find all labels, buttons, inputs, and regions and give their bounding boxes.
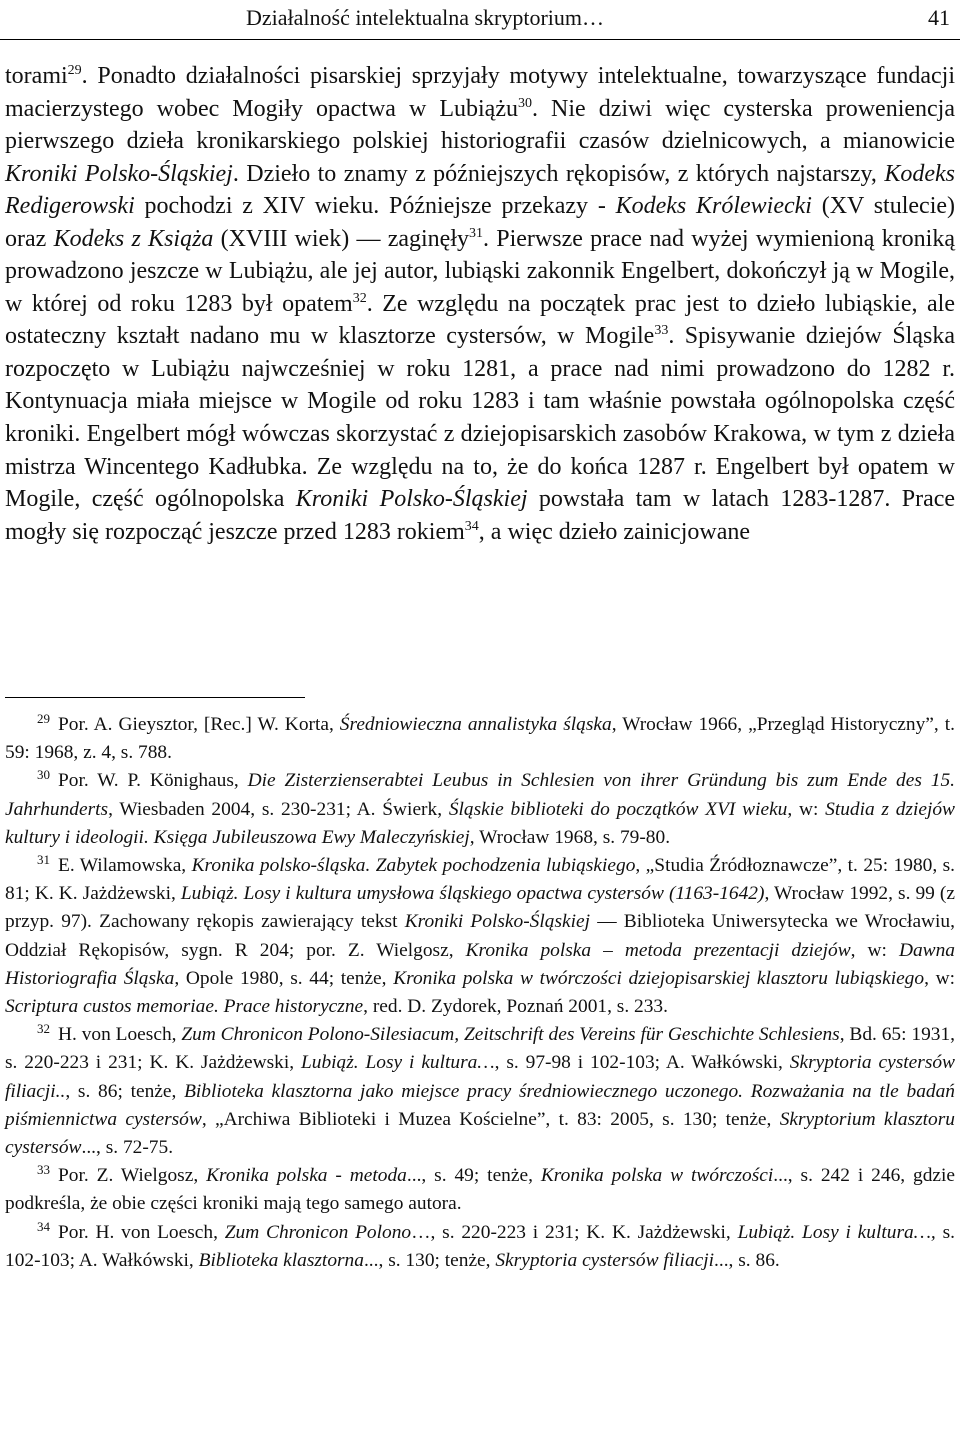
footnote-text: , Wrocław 1968, s. 79-80. (469, 826, 671, 848)
body-text-run: . Ponadto działalności pisarskiej sprzyjały motywy intelektualne, towarzyszące fundacji macierzystego wobec Mogiły opactwa w Lubiążu (5, 63, 955, 122)
title-kodeks-z-ksiaza: Kodeks z Książa (53, 225, 214, 252)
footnote-text: ..., s. 72-75. (81, 1137, 174, 1159)
footnote-text: , Opole 1980, s. 44; tenże, (174, 967, 394, 989)
footnote-text: ..., s. 130; tenże, (363, 1249, 496, 1271)
footnotes-section (5, 711, 955, 1275)
footnote-ref-30: 30 (518, 95, 532, 111)
footnote-text: ..., s. 242 i 246, gdzie podkreśla, że obie części kroniki mają tego samego autora. (5, 1165, 956, 1215)
body-text-run: , a więc dzieło zainicjowane (478, 518, 750, 545)
footnote-text: Por. W. P. Könighaus, (58, 770, 248, 792)
footnote-31: 31 E. Wilamowska, Kronika polsko-śląska. Zabytek pochodzenia lubiąskiego, „Studia Źródłoznawcze”, t. 25: 1980, s. 81; K. K. Jażdżewski, Lubiąż. Losy i kultura umysłowa śląskiego opactwa cystersów (1163-1642), Wrocław 1992, s. 99 (z przyp. 97). Zachowany rękopis zawierający tekst Kroniki Polsko-Śląskiej — Biblioteka Uniwersytecka we Wrocławiu, Oddział Rękopisów, sygn. R 204; por. Z. Wielgosz, Kronika polska – metoda prezentacji dziejów, w: Dawna Historiografia Śląska, Opole 1980, s. 44; tenże, Kronika polska w twórczości dziejopisarskiej klasztoru lubiąskiego, w: Scriptura custos memoriae. Prace historyczne, red. D. Zydorek, Poznań 2001, s. 233. (5, 852, 956, 1018)
footnote-italic: Kronika polska - metoda (206, 1165, 407, 1187)
body-text-run: . Spisywanie dziejów Śląska rozpoczęto w Lubiążu najwcześniej w roku 1281, a prace nad nimi prowadzono do 1282 r. Kontynuacja miała miejsce w Mogile od roku 1283 i tam właśnie powstała ogólnopolska część kroniki. Engelbert mógł wówczas skorzystać z dziejopisarskich zasobów Krakowa, w tym z dzieła mistrza Wincentego Kadłubka. Ze względu na to, że do końca 1287 r. Engelbert był opatem w Mogile, część ogólnopolska (5, 323, 955, 513)
footnote-italic: Kronika polska – metoda prezentacji dziejów (465, 939, 851, 961)
footnote-text: H. von Loesch, (58, 1024, 182, 1046)
footnote-text: Por. A. Gieysztor, [Rec.] W. Korta, (58, 714, 340, 735)
body-text-run: . Pierwsze prace nad wyżej wymienioną kroniką prowadzono jeszcze w Lubiążu, ale jej autor, lubiąski zakonnik Engelbert, dokończył ją w Mogile, w której od roku 1283 był opatem (5, 225, 956, 317)
footnote-text: s. 102-103; A. Wałkówski, (5, 1221, 956, 1271)
footnote-33: 33 Por. Z. Wielgosz, Kronika polska - metoda..., s. 49; tenże, Kronika polska w twórczości..., s. 242 i 246, gdzie podkreśla, że obie części kroniki mają tego samego autora. (5, 1162, 956, 1215)
footnote-italic: Kronika polska w twórczości (540, 1165, 774, 1187)
body-text-run: pochodzi z XIV wieku. Późniejsze przekazy - (134, 193, 616, 220)
footnote-text: Por. H. von Loesch, (58, 1221, 225, 1243)
footnote-italic: Skryptorium klasztoru cystersów (5, 1108, 955, 1159)
running-title: Działalność intelektualna skryptorium… (246, 5, 605, 30)
footnote-separator (5, 697, 305, 698)
footnote-text: …, s. 220-223 i 231; K. K. Jażdżewski, (411, 1221, 738, 1243)
footnote-italic: Kroniki Polsko-Śląskiej (404, 911, 590, 933)
footnote-text: Por. Z. Wielgosz, (58, 1165, 207, 1187)
title-kodeks-krolewiecki: Kodeks Królewiecki (615, 193, 812, 220)
footnote-text: , Wrocław 1992, s. 99 (z przyp. 97). Zachowany rękopis zawierający tekst (5, 883, 955, 933)
footnote-34: 34 Por. H. von Loesch, Zum Chronicon Polono…, s. 220-223 i 231; K. K. Jażdżewski, Lubiąż. Losy i kultura…, s. 102-103; A. Wałkówski, Biblioteka klasztorna..., s. 130; tenże, Skryptoria cystersów filiacji..., s. 86. (5, 1218, 956, 1271)
footnote-italic: Skryptoria cystersów filiacji.. (5, 1052, 955, 1102)
footnote-italic: Lubiąż. Losy i kultura…, (737, 1221, 936, 1243)
footnote-32: 32 H. von Loesch, Zum Chronicon Polono-Silesiacum, Zeitschrift des Vereins für Geschichte Schlesiens, Bd. 65: 1931, s. 220-223 i 231; K. K. Jażdżewski, Lubiąż. Losy i kultura…, s. 97-98 i 102-103; A. Wałkówski, Skryptoria cystersów filiacji.., s. 86; tenże, Biblioteka klasztorna jako miejsce pracy średniowiecznego uczonego. Rozważania na tle badań piśmiennictwa cystersów, „Archiwa Biblioteki i Muzea Kościelne”, t. 83: 2005, s. 130; tenże, Skryptorium klasztoru cystersów..., s. 72-75. (5, 1021, 955, 1159)
footnote-italic: Lubiąż. Losy i kultura umysłowa śląskiego opactwa cystersów (1163-1642) (180, 883, 765, 905)
footnote-ref-32: 32 (352, 290, 367, 306)
body-text-run: (XVIII wiek) — zaginęły (213, 225, 469, 252)
body-text-run: . Nie dziwi więc cysterska proweniencja pierwszego dzieła kronikarskiego polskiej historiografii czasów dzielnicowych, a mianowicie (5, 95, 955, 155)
running-header (0, 0, 960, 40)
footnote-italic: Die Zisterzienserabtei Leubus in Schlesien von ihrer Gründung bis zum Ende des 15. Jahrhunderts (5, 770, 955, 820)
footnote-italic: Studia z dziejów kultury i ideologii. Księga Jubileuszowa Ewy Maleczyńskiej (5, 798, 955, 848)
footnote-text: — Biblioteka Uniwersytecka we Wrocławiu, Oddział Rękopisów, sygn. R 204; por. Z. Wielgosz, (5, 911, 955, 961)
footnote-text: , Bd. 65: 1931, s. 220-223 i 231; K. K. Jażdżewski, (5, 1024, 955, 1074)
footnote-text: , „Studia Źródłoznawcze”, t. 25: 1980, s. 81; K. K. Jażdżewski, (5, 855, 956, 905)
footnote-italic: Biblioteka klasztorna (198, 1249, 364, 1271)
page-number: 41 (928, 5, 950, 30)
body-text-run: torami (5, 63, 68, 89)
footnote-ref-29: 29 (67, 63, 82, 78)
footnote-ref-33: 33 (654, 323, 669, 339)
footnote-text: ..., s. 49; tenże, (406, 1165, 541, 1187)
footnote-italic: Biblioteka klasztorna jako miejsce pracy średniowiecznego uczonego. Rozważania na tle badań piśmiennictwa cystersów (5, 1080, 955, 1130)
footnote-italic: Kronika polsko-śląska. Zabytek pochodzenia lubiąskiego (191, 855, 636, 877)
main-paragraph (5, 60, 955, 548)
body-text-run: . Ze względu na początek prac jest to dzieło lubiąskie, ale ostateczny kształt nadano mu w klasztorze cystersów, w Mogile (5, 290, 955, 350)
title-kroniki-polsko-slaskiej: Kroniki Polsko-Śląskiej (5, 160, 233, 187)
footnote-text: , Wiesbaden 2004, s. 230-231; A. Świerk, (108, 798, 449, 820)
footnote-italic: Zum Chronicon Polono-Silesiacum, Zeitschrift des Vereins für Geschichte Schlesiens (181, 1024, 840, 1046)
footnote-text: E. Wilamowska, (58, 855, 192, 877)
footnote-text: , Wrocław 1966, „Przegląd Historyczny”, t. 59: 1968, z. 4, s. 788. (5, 714, 955, 764)
footnote-text: , w: (924, 967, 955, 989)
footnote-text: , s. 86; tenże, (65, 1080, 185, 1102)
footnote-ref-34: 34 (464, 518, 479, 534)
footnote-ref-31: 31 (469, 225, 483, 241)
footnote-text: ..., s. 86. (714, 1249, 780, 1271)
footnote-italic: Dawna Historiografia Śląska (5, 939, 955, 989)
footnote-italic: Kronika polska w twórczości dziejopisarskiej klasztoru lubiąskiego (393, 967, 925, 989)
footnote-text: , „Archiwa Biblioteki i Muzea Kościelne”, t. 83: 2005, s. 130; tenże, (201, 1108, 780, 1130)
body-text-run: powstała tam w latach 1283-1287. Prace mogły się rozpocząć jeszcze przed 1283 rokiem (5, 486, 956, 545)
footnote-italic: Śląskie biblioteki do początków XVI wieku (448, 798, 788, 820)
footnote-italic: Średniowieczna annalistyka śląska (339, 714, 612, 735)
body-text-run: (XV stulecie) oraz (5, 193, 956, 252)
title-kroniki-polsko-slaskiej: Kroniki Polsko-Śląskiej (295, 486, 528, 513)
footnote-italic: Scriptura custos memoriae. Prace historyczne (5, 996, 364, 1018)
footnote-italic: Lubiąż. Losy i kultura… (300, 1052, 495, 1074)
footnote-text: , w: (787, 798, 826, 820)
footnote-text: , red. D. Zydorek, Poznań 2001, s. 233. (363, 996, 668, 1018)
body-text-run: . Dzieło to znamy z późniejszych rękopisów, z których najstarszy, (232, 160, 885, 187)
title-kodeks-redigerowski: Kodeks Redigerowski (5, 160, 955, 220)
footnote-italic: Zum Chronicon Polono (224, 1221, 412, 1243)
footnote-29: 29 Por. A. Gieysztor, [Rec.] W. Korta, Średniowieczna annalistyka śląska, Wrocław 1966, „Przegląd Historyczny”, t. 59: 1968, z. 4, s. 788. (5, 711, 955, 764)
footnote-30: 30 Por. W. P. Könighaus, Die Zisterzienserabtei Leubus in Schlesien von ihrer Gründung bis zum Ende des 15. Jahrhunderts, Wiesbaden 2004, s. 230-231; A. Świerk, Śląskie biblioteki do początków XVI wieku, w: Studia z dziejów kultury i ideologii. Księga Jubileuszowa Ewy Maleczyńskiej, Wrocław 1968, s. 79-80. (5, 767, 955, 848)
footnote-text: , w: (850, 939, 899, 961)
footnote-italic: Skryptoria cystersów filiacji (495, 1249, 715, 1271)
footnote-text: , s. 97-98 i 102-103; A. Wałkówski, (494, 1052, 790, 1074)
